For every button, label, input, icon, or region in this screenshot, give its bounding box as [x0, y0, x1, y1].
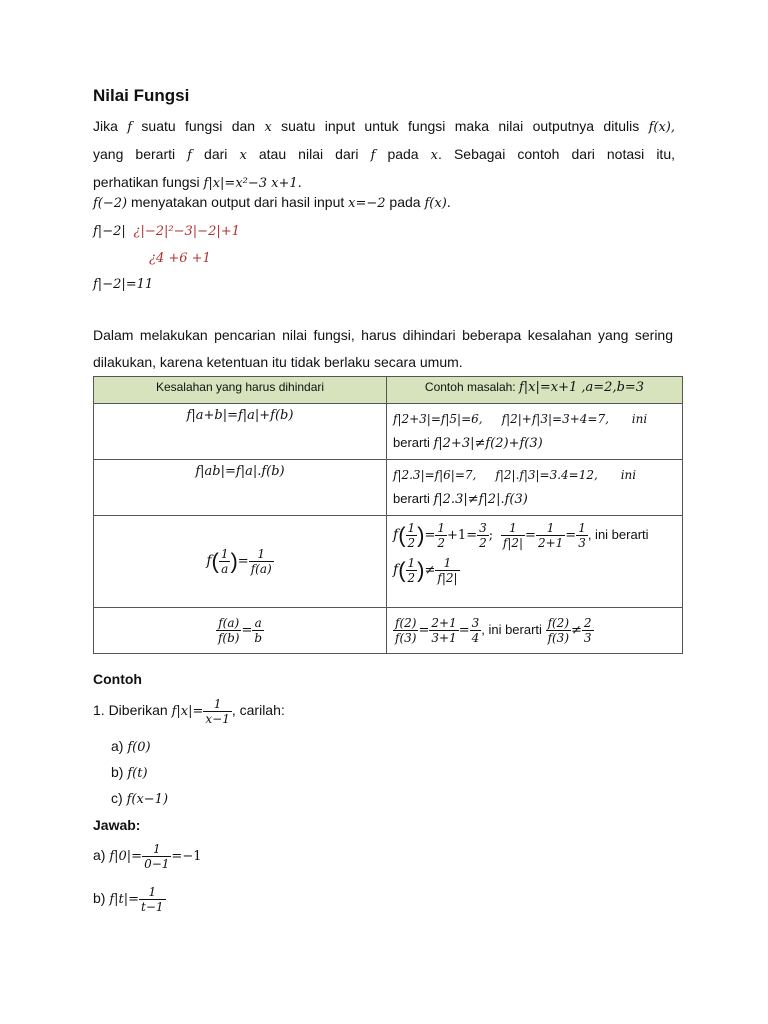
- input-statement: f(−2) menyatakan output dari hasil input x=−2 pada f(x).: [93, 194, 451, 211]
- mistakes-table: [93, 376, 683, 654]
- example-question: 1. Diberikan f|x|= $\frac{1}{x-1}$ , carilah:: [93, 697, 285, 726]
- table-row: f|a+b|=f|a|+f(b) f|2+3|=f|5|=6, f|2|+f|3|=3+4=7, ini berarti f|2+3|≠f(2)+f(3): [94, 404, 683, 460]
- table-header-row: [94, 377, 683, 404]
- header-mistake: Kesalahan yang harus dihindari: [94, 377, 387, 404]
- calc-step-2: ¿4 +6 +1: [149, 251, 211, 266]
- question-b: b) f(t): [111, 764, 148, 781]
- function-definition: f|x|=x²−3 x+1.: [203, 176, 302, 191]
- answer-b: b) f|t|= $\frac{1}{t-1}$: [93, 885, 164, 914]
- answer-a: a) f|0|= $\frac{1}{0-1}$ =−1: [93, 842, 202, 871]
- table-row: $\frac{f(a)}{f(b)}$ = $\frac{a}{b}$ $\frac{f(2)}{f(3)}$ = $\frac{2+1}{3+1}$ = $\frac{3}{4}$ , ini berarti $\frac{f(2)}{f(3)}$ ≠ $\frac{2}{3}$: [94, 608, 683, 654]
- answer-heading: Jawab:: [93, 817, 141, 833]
- table-row: f( $\frac{1}{a}$ )= $\frac{1}{f(a)}$ f( $\frac{1}{2}$ )= $\frac{1}{2}$ +1= $\frac{3}{2}$ ; $\frac{1}{f|2|}$ = $\frac{1}{2+1}$ = $\frac{1}{3}$ , ini berarti f( $\frac{1}{2}$ )≠ $\frac{1}{f|2|}$: [94, 516, 683, 608]
- rules-paragraph: Dalam melakukan pencarian nilai fungsi, harus dihindari beberapa kesalahan yang sering dilakukan, karena ketentuan itu tidak berlaku secara umum.: [93, 327, 673, 370]
- table-row: f|ab|=f|a|.f(b) f|2.3|=f|6|=7, f|2|.f|3|=3.4=12, ini berarti f|2.3|≠f|2|.f(3): [94, 460, 683, 516]
- question-a: a) f(0): [111, 738, 151, 755]
- intro-paragraph: Jika f suatu fungsi dan x suatu input untuk fungsi maka nilai outputnya ditulis f(x), yang berarti f dari x atau nilai dari f pada x. Sebagai contoh dari notasi itu, perhatikan fungsi f|x|=x²−3 x+1.: [93, 118, 675, 191]
- calc-result: f|−2|=11: [93, 277, 154, 292]
- example-heading: Contoh: [93, 671, 142, 687]
- calc-step-1: f|−2| ¿|−2|²−3|−2|+1: [93, 224, 240, 239]
- page-title: Nilai Fungsi: [93, 86, 190, 105]
- header-example: Contoh masalah: f|x|=x+1 ,a=2,b=3: [387, 377, 683, 404]
- question-c: c) f(x−1): [111, 790, 169, 807]
